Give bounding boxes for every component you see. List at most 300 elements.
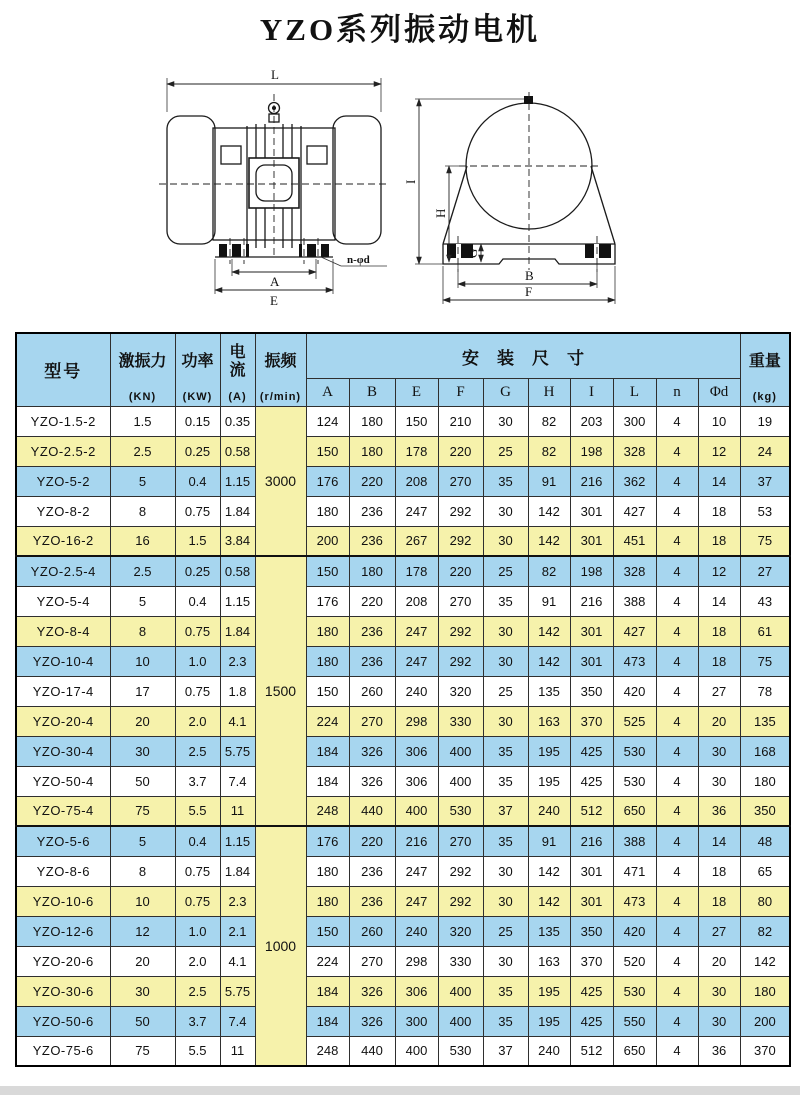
data-cell: 270 <box>349 706 395 736</box>
data-cell: 4 <box>656 826 698 856</box>
col-header-install: 安装尺寸 <box>306 333 740 379</box>
data-cell: 178 <box>395 556 438 586</box>
data-cell: 24 <box>740 436 790 466</box>
data-cell: 180 <box>306 886 349 916</box>
data-cell: 298 <box>395 706 438 736</box>
model-cell: YZO-8-6 <box>16 856 110 886</box>
data-cell: 248 <box>306 796 349 826</box>
data-cell: 163 <box>528 946 570 976</box>
data-cell: 224 <box>306 706 349 736</box>
data-cell: 4 <box>656 766 698 796</box>
data-cell: 2.5 <box>110 436 175 466</box>
data-cell: 1.0 <box>175 916 220 946</box>
data-cell: 1.0 <box>175 646 220 676</box>
data-cell: 35 <box>483 1006 528 1036</box>
data-cell: 0.58 <box>220 436 255 466</box>
data-cell: 4 <box>656 796 698 826</box>
data-cell: 292 <box>438 616 483 646</box>
data-cell: 4 <box>656 946 698 976</box>
data-cell: 37 <box>483 796 528 826</box>
data-cell: 4 <box>656 886 698 916</box>
data-cell: 220 <box>438 556 483 586</box>
header-row-1 <box>16 333 790 379</box>
data-cell: 17 <box>110 676 175 706</box>
data-cell: 180 <box>306 646 349 676</box>
data-cell: 240 <box>395 676 438 706</box>
data-cell: 326 <box>349 1006 395 1036</box>
data-cell: 248 <box>306 1036 349 1066</box>
data-cell: 292 <box>438 886 483 916</box>
spec-table-body <box>16 406 790 1066</box>
data-cell: 370 <box>570 946 613 976</box>
dim-label-B: B <box>525 268 534 283</box>
data-cell: 180 <box>306 496 349 526</box>
data-cell: 4 <box>656 436 698 466</box>
data-cell: 300 <box>395 1006 438 1036</box>
data-cell: 388 <box>613 826 656 856</box>
data-cell: 0.4 <box>175 826 220 856</box>
data-cell: 91 <box>528 466 570 496</box>
data-cell: 2.3 <box>220 886 255 916</box>
data-cell: 236 <box>349 856 395 886</box>
model-cell: YZO-8-4 <box>16 616 110 646</box>
data-cell: 80 <box>740 886 790 916</box>
data-cell: 301 <box>570 616 613 646</box>
table-row <box>16 496 790 526</box>
table-row <box>16 886 790 916</box>
data-cell: 270 <box>438 466 483 496</box>
data-cell: 4 <box>656 526 698 556</box>
data-cell: 236 <box>349 616 395 646</box>
data-cell: 180 <box>349 436 395 466</box>
data-cell: 37 <box>740 466 790 496</box>
data-cell: 135 <box>740 706 790 736</box>
data-cell: 650 <box>613 796 656 826</box>
data-cell: 236 <box>349 646 395 676</box>
freq-cell: 1500 <box>255 556 306 826</box>
data-cell: 425 <box>570 976 613 1006</box>
data-cell: 3.7 <box>175 1006 220 1036</box>
data-cell: 14 <box>698 466 740 496</box>
data-cell: 0.4 <box>175 586 220 616</box>
data-cell: 20 <box>110 706 175 736</box>
col-header-dim-E: E <box>395 379 438 406</box>
data-cell: 168 <box>740 736 790 766</box>
data-cell: 180 <box>349 556 395 586</box>
data-cell: 7.4 <box>220 766 255 796</box>
data-cell: 4 <box>656 466 698 496</box>
data-cell: 224 <box>306 946 349 976</box>
force-label: 激振力 <box>118 353 167 371</box>
data-cell: 420 <box>613 676 656 706</box>
data-cell: 8 <box>110 616 175 646</box>
table-row <box>16 856 790 886</box>
model-cell: YZO-2.5-4 <box>16 556 110 586</box>
table-row <box>16 736 790 766</box>
model-cell: YZO-5-4 <box>16 586 110 616</box>
data-cell: 180 <box>306 616 349 646</box>
data-cell: 370 <box>570 706 613 736</box>
data-cell: 260 <box>349 916 395 946</box>
data-cell: 30 <box>698 766 740 796</box>
dim-label-G: G <box>465 248 480 258</box>
data-cell: 27 <box>740 556 790 586</box>
model-cell: YZO-20-6 <box>16 946 110 976</box>
data-cell: 473 <box>613 886 656 916</box>
data-cell: 4 <box>656 616 698 646</box>
data-cell: 163 <box>528 706 570 736</box>
end-view-diagram <box>401 66 651 308</box>
data-cell: 300 <box>613 406 656 436</box>
data-cell: 75 <box>740 646 790 676</box>
data-cell: 184 <box>306 1006 349 1036</box>
table-row <box>16 646 790 676</box>
data-cell: 30 <box>483 946 528 976</box>
data-cell: 1.5 <box>110 406 175 436</box>
data-cell: 525 <box>613 706 656 736</box>
side-view-diagram <box>149 66 399 308</box>
data-cell: 301 <box>570 646 613 676</box>
data-cell: 82 <box>528 406 570 436</box>
data-cell: 208 <box>395 586 438 616</box>
data-cell: 427 <box>613 496 656 526</box>
data-cell: 50 <box>110 1006 175 1036</box>
model-cell: YZO-10-4 <box>16 646 110 676</box>
data-cell: 440 <box>349 796 395 826</box>
col-header-dim-I: I <box>570 379 613 406</box>
power-unit: (KW) <box>182 390 213 403</box>
data-cell: 198 <box>570 436 613 466</box>
data-cell: 400 <box>395 1036 438 1066</box>
model-cell: YZO-5-2 <box>16 466 110 496</box>
data-cell: 20 <box>698 706 740 736</box>
data-cell: 425 <box>570 736 613 766</box>
data-cell: 220 <box>349 826 395 856</box>
data-cell: 451 <box>613 526 656 556</box>
freq-cell: 3000 <box>255 406 306 556</box>
data-cell: 142 <box>528 856 570 886</box>
data-cell: 530 <box>613 976 656 1006</box>
data-cell: 178 <box>395 436 438 466</box>
data-cell: 270 <box>438 826 483 856</box>
data-cell: 30 <box>110 976 175 1006</box>
data-cell: 530 <box>613 736 656 766</box>
data-cell: 150 <box>306 556 349 586</box>
data-cell: 180 <box>349 406 395 436</box>
data-cell: 4.1 <box>220 706 255 736</box>
data-cell: 18 <box>698 856 740 886</box>
data-cell: 2.0 <box>175 946 220 976</box>
data-cell: 520 <box>613 946 656 976</box>
data-cell: 4 <box>656 676 698 706</box>
data-cell: 400 <box>438 976 483 1006</box>
data-cell: 82 <box>528 556 570 586</box>
technical-drawings <box>0 66 800 308</box>
data-cell: 425 <box>570 766 613 796</box>
data-cell: 18 <box>698 886 740 916</box>
data-cell: 124 <box>306 406 349 436</box>
data-cell: 328 <box>613 436 656 466</box>
model-cell: YZO-16-2 <box>16 526 110 556</box>
data-cell: 48 <box>740 826 790 856</box>
dim-label-E: E <box>270 293 278 308</box>
data-cell: 82 <box>740 916 790 946</box>
data-cell: 4 <box>656 976 698 1006</box>
table-row <box>16 466 790 496</box>
data-cell: 301 <box>570 496 613 526</box>
data-cell: 512 <box>570 796 613 826</box>
dim-label-H: H <box>433 208 448 218</box>
col-header-dim-H: H <box>528 379 570 406</box>
data-cell: 10 <box>110 646 175 676</box>
data-cell: 35 <box>483 586 528 616</box>
data-cell: 301 <box>570 526 613 556</box>
dim-label-L: L <box>271 67 279 82</box>
model-cell: YZO-75-4 <box>16 796 110 826</box>
table-row <box>16 706 790 736</box>
col-header-weight <box>740 333 790 406</box>
data-cell: 30 <box>483 616 528 646</box>
data-cell: 236 <box>349 496 395 526</box>
data-cell: 270 <box>349 946 395 976</box>
data-cell: 20 <box>110 946 175 976</box>
data-cell: 75 <box>740 526 790 556</box>
weight-unit: (kg) <box>752 390 777 403</box>
table-row <box>16 1036 790 1066</box>
data-cell: 420 <box>613 916 656 946</box>
data-cell: 306 <box>395 736 438 766</box>
model-cell: YZO-17-4 <box>16 676 110 706</box>
data-cell: 260 <box>349 676 395 706</box>
data-cell: 425 <box>570 1006 613 1036</box>
data-cell: 0.75 <box>175 886 220 916</box>
force-unit: (KN) <box>128 390 157 403</box>
data-cell: 14 <box>698 586 740 616</box>
data-cell: 18 <box>698 526 740 556</box>
data-cell: 5.5 <box>175 796 220 826</box>
data-cell: 4 <box>656 736 698 766</box>
data-cell: 2.5 <box>110 556 175 586</box>
data-cell: 75 <box>110 1036 175 1066</box>
data-cell: 1.8 <box>220 676 255 706</box>
data-cell: 180 <box>740 766 790 796</box>
data-cell: 30 <box>698 976 740 1006</box>
dim-label-I: I <box>403 179 418 184</box>
table-row <box>16 616 790 646</box>
data-cell: 0.75 <box>175 616 220 646</box>
data-cell: 30 <box>483 706 528 736</box>
data-cell: 0.75 <box>175 496 220 526</box>
data-cell: 12 <box>698 556 740 586</box>
model-cell: YZO-75-6 <box>16 1036 110 1066</box>
data-cell: 220 <box>349 466 395 496</box>
data-cell: 267 <box>395 526 438 556</box>
data-cell: 1.5 <box>175 526 220 556</box>
data-cell: 27 <box>698 676 740 706</box>
data-cell: 203 <box>570 406 613 436</box>
table-row <box>16 1006 790 1036</box>
data-cell: 5 <box>110 586 175 616</box>
data-cell: 512 <box>570 1036 613 1066</box>
data-cell: 530 <box>613 766 656 796</box>
model-cell: YZO-20-4 <box>16 706 110 736</box>
data-cell: 4 <box>656 706 698 736</box>
data-cell: 2.0 <box>175 706 220 736</box>
data-cell: 220 <box>438 436 483 466</box>
data-cell: 200 <box>306 526 349 556</box>
table-row <box>16 406 790 436</box>
data-cell: 5 <box>110 466 175 496</box>
data-cell: 37 <box>483 1036 528 1066</box>
data-cell: 180 <box>306 856 349 886</box>
data-cell: 388 <box>613 586 656 616</box>
data-cell: 150 <box>306 916 349 946</box>
data-cell: 400 <box>395 796 438 826</box>
top-lug <box>524 96 533 104</box>
data-cell: 330 <box>438 946 483 976</box>
col-header-dim-n: n <box>656 379 698 406</box>
power-label: 功率 <box>181 353 214 371</box>
spec-table <box>15 332 791 1067</box>
data-cell: 25 <box>483 916 528 946</box>
data-cell: 150 <box>306 676 349 706</box>
data-cell: 176 <box>306 586 349 616</box>
table-row <box>16 586 790 616</box>
data-cell: 184 <box>306 766 349 796</box>
data-cell: 142 <box>528 526 570 556</box>
data-cell: 362 <box>613 466 656 496</box>
data-cell: 4 <box>656 586 698 616</box>
data-cell: 20 <box>698 946 740 976</box>
data-cell: 8 <box>110 496 175 526</box>
data-cell: 36 <box>698 796 740 826</box>
data-cell: 18 <box>698 646 740 676</box>
data-cell: 292 <box>438 496 483 526</box>
col-header-force <box>110 333 175 406</box>
data-cell: 236 <box>349 526 395 556</box>
data-cell: 10 <box>698 406 740 436</box>
data-cell: 1.15 <box>220 826 255 856</box>
data-cell: 0.35 <box>220 406 255 436</box>
data-cell: 4 <box>656 1036 698 1066</box>
data-cell: 301 <box>570 886 613 916</box>
data-cell: 328 <box>613 556 656 586</box>
data-cell: 30 <box>483 496 528 526</box>
model-cell: YZO-8-2 <box>16 496 110 526</box>
data-cell: 75 <box>110 796 175 826</box>
model-cell: YZO-30-4 <box>16 736 110 766</box>
col-header-dim-G: G <box>483 379 528 406</box>
data-cell: 0.4 <box>175 466 220 496</box>
data-cell: 142 <box>528 886 570 916</box>
data-cell: 135 <box>528 676 570 706</box>
freq-unit: (r/min) <box>259 390 302 403</box>
data-cell: 150 <box>395 406 438 436</box>
data-cell: 35 <box>483 766 528 796</box>
table-row <box>16 826 790 856</box>
data-cell: 11 <box>220 796 255 826</box>
table-row <box>16 436 790 466</box>
data-cell: 400 <box>438 736 483 766</box>
data-cell: 176 <box>306 466 349 496</box>
data-cell: 326 <box>349 976 395 1006</box>
data-cell: 36 <box>698 1036 740 1066</box>
data-cell: 3.84 <box>220 526 255 556</box>
data-cell: 650 <box>613 1036 656 1066</box>
data-cell: 350 <box>570 676 613 706</box>
data-cell: 30 <box>483 526 528 556</box>
data-cell: 195 <box>528 736 570 766</box>
data-cell: 3.7 <box>175 766 220 796</box>
data-cell: 30 <box>483 646 528 676</box>
data-cell: 4 <box>656 1006 698 1036</box>
data-cell: 14 <box>698 826 740 856</box>
table-row <box>16 526 790 556</box>
data-cell: 35 <box>483 736 528 766</box>
data-cell: 427 <box>613 616 656 646</box>
data-cell: 216 <box>570 586 613 616</box>
data-cell: 61 <box>740 616 790 646</box>
data-cell: 35 <box>483 826 528 856</box>
data-cell: 5.75 <box>220 976 255 1006</box>
data-cell: 8 <box>110 856 175 886</box>
data-cell: 247 <box>395 646 438 676</box>
data-cell: 50 <box>110 766 175 796</box>
data-cell: 292 <box>438 526 483 556</box>
data-cell: 0.25 <box>175 556 220 586</box>
data-cell: 65 <box>740 856 790 886</box>
data-cell: 400 <box>438 766 483 796</box>
data-cell: 30 <box>110 736 175 766</box>
data-cell: 135 <box>528 916 570 946</box>
data-cell: 184 <box>306 976 349 1006</box>
data-cell: 19 <box>740 406 790 436</box>
data-cell: 320 <box>438 676 483 706</box>
data-cell: 0.75 <box>175 676 220 706</box>
table-row <box>16 556 790 586</box>
model-cell: YZO-10-6 <box>16 886 110 916</box>
data-cell: 5 <box>110 826 175 856</box>
freq-cell: 1000 <box>255 826 306 1066</box>
table-row <box>16 676 790 706</box>
model-cell: YZO-12-6 <box>16 916 110 946</box>
data-cell: 4 <box>656 496 698 526</box>
data-cell: 2.5 <box>175 736 220 766</box>
data-cell: 195 <box>528 976 570 1006</box>
model-cell: YZO-50-6 <box>16 1006 110 1036</box>
data-cell: 0.75 <box>175 856 220 886</box>
model-cell: YZO-50-4 <box>16 766 110 796</box>
data-cell: 270 <box>438 586 483 616</box>
data-cell: 2.3 <box>220 646 255 676</box>
dim-label-A: A <box>270 274 280 289</box>
data-cell: 78 <box>740 676 790 706</box>
col-header-dim-phid: Φd <box>698 379 740 406</box>
freq-label: 振频 <box>264 353 297 371</box>
data-cell: 292 <box>438 856 483 886</box>
data-cell: 25 <box>483 436 528 466</box>
data-cell: 350 <box>740 796 790 826</box>
col-header-model: 型号 <box>16 333 110 406</box>
data-cell: 400 <box>438 1006 483 1036</box>
data-cell: 176 <box>306 826 349 856</box>
data-cell: 4 <box>656 406 698 436</box>
data-cell: 43 <box>740 586 790 616</box>
data-cell: 18 <box>698 496 740 526</box>
data-cell: 142 <box>528 496 570 526</box>
page-title: YZO系列振动电机 <box>259 12 541 47</box>
col-header-dim-B: B <box>349 379 395 406</box>
